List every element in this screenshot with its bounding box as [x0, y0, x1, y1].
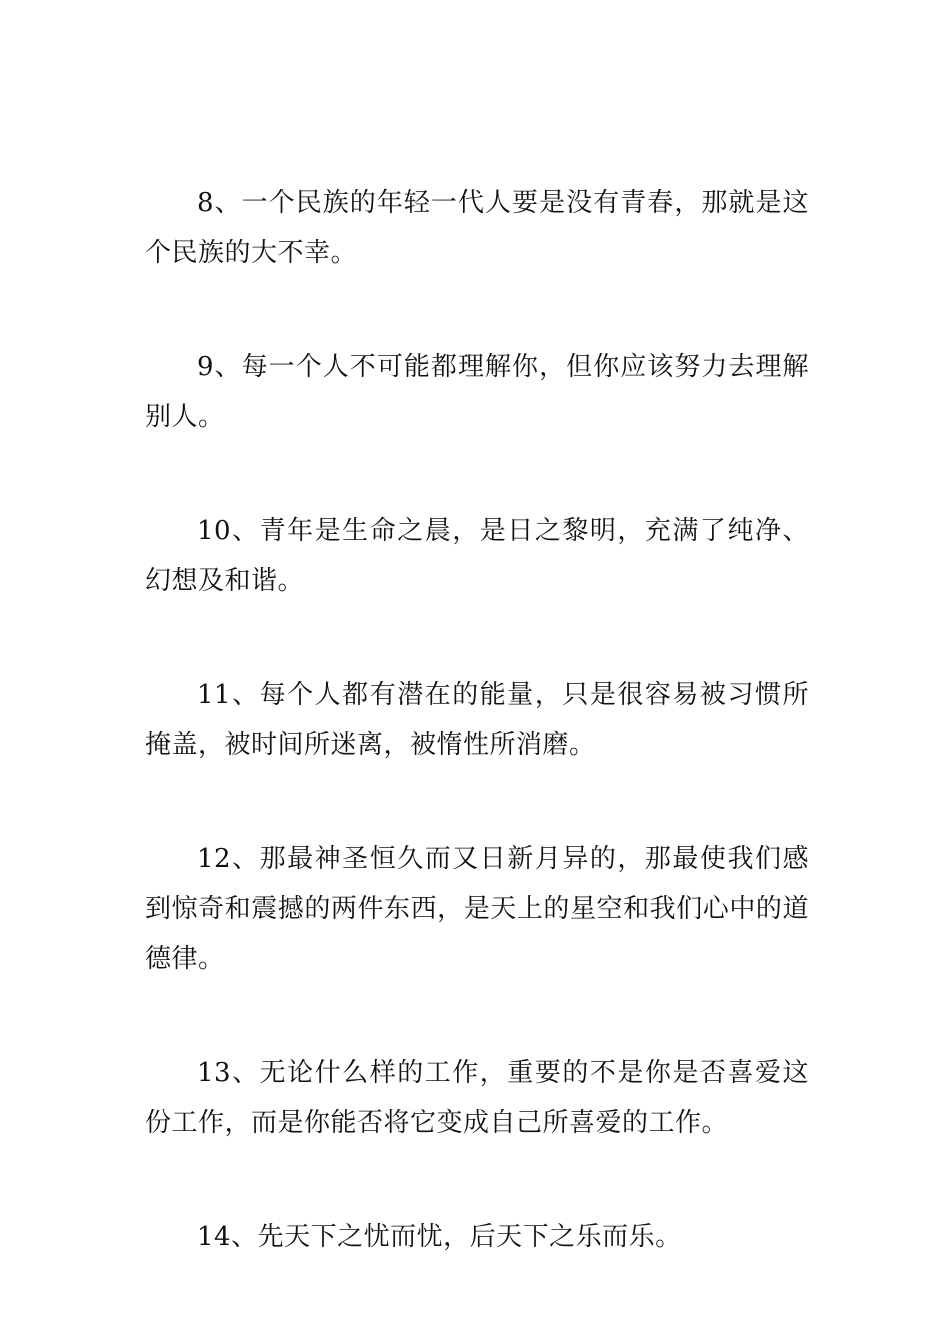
- quote-paragraph-12: 12、那最神圣恒久而又日新月异的，那最使我们感到惊奇和震撼的两件东西，是天上的星空和我们心中的道德律。: [145, 844, 809, 974]
- quote-paragraph-14: 14、先天下之忧而忧，后天下之乐而乐。: [197, 1222, 682, 1252]
- quote-paragraph-8: 8、一个民族的年轻一代人要是没有青春，那就是这个民族的大不幸。: [145, 188, 809, 268]
- document-body: [145, 178, 809, 1326]
- quote-paragraph-11: 11、每个人都有潜在的能量，只是很容易被习惯所掩盖，被时间所迷离，被惰性所消磨。: [145, 680, 809, 760]
- quote-paragraph-13: 13、无论什么样的工作，重要的不是你是否喜爱这份工作，而是你能否将它变成自己所喜爱的工作。: [145, 1058, 809, 1138]
- quote-paragraph-10: 10、青年是生命之晨，是日之黎明，充满了纯净、幻想及和谐。: [145, 516, 809, 596]
- quote-paragraph-9: 9、每一个人不可能都理解你，但你应该努力去理解别人。: [145, 352, 809, 432]
